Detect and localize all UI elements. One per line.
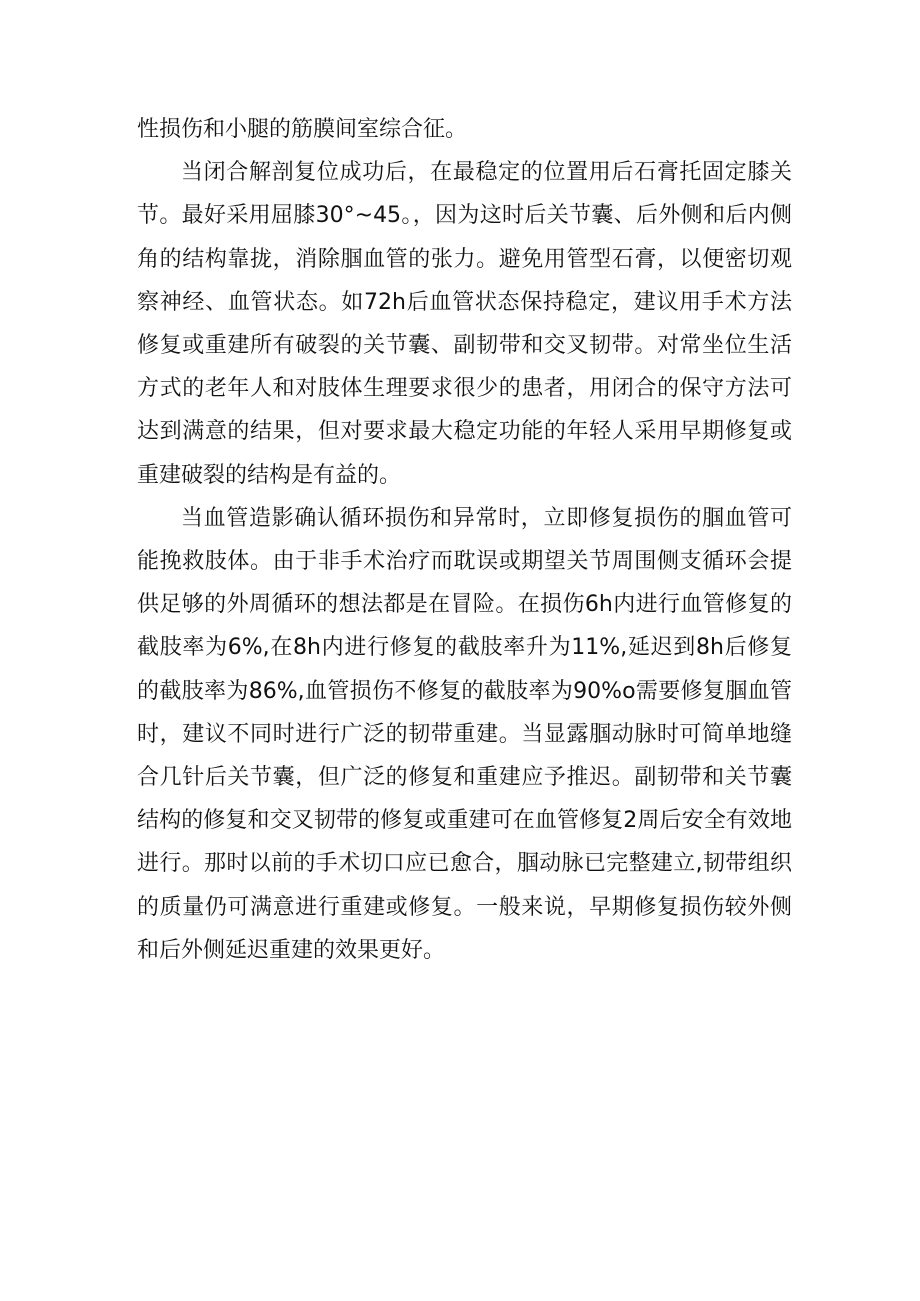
- paragraph-popliteal-reduction-fixation: 当闭合解剖复位成功后，在最稳定的位置用后石膏托固定膝关节。最好采用屈膝30°~45。，因为这时后关节囊、后外侧和后内侧角的结构靠拢，消除腘血管的张力。避免用管型石膏，以便密切观察神经、血管状态。如72h后血管状态保持稳定，建议用手术方法修复或重建所有破裂的关节囊、副韧带和交叉韧带。对常坐位生活方式的老年人和对肢体生理要求很少的患者，用闭合的保守方法可达到满意的结果，但对要求最大稳定功能的年轻人采用早期修复或重建破裂的结构是有益的。: [137, 160, 792, 488]
- paragraph-continuation: 性损伤和小腿的筋膜间室综合征。: [137, 117, 468, 142]
- paragraph-vascular-repair: 当血管造影确认循环损伤和异常时，立即修复损伤的腘血管可能挽救肢体。由于非手术治疗而耽误或期望关节周围侧支循环会提供足够的外周循环的想法都是在冒险。在损伤6h内进行血管修复的截肢率为6%,在8h内进行修复的截肢率升为11%,延迟到8h后修复的截肢率为86%,血管损伤不修复的截肢率为90%o需要修复腘血管时，建议不同时进行广泛的韧带重建。当显露腘动脉时可简单地缝合几针后关节囊，但广泛的修复和重建应予推迟。副韧带和关节囊结构的修复和交叉韧带的修复或重建可在血管修复2周后安全有效地进行。那时以前的手术切口应已愈合，腘动脉已完整建立,韧带组织的质量仍可满意进行重建或修复。一般来说，早期修复损伤较外侧和后外侧延迟重建的效果更好。: [137, 505, 792, 963]
- document-body: [137, 108, 792, 972]
